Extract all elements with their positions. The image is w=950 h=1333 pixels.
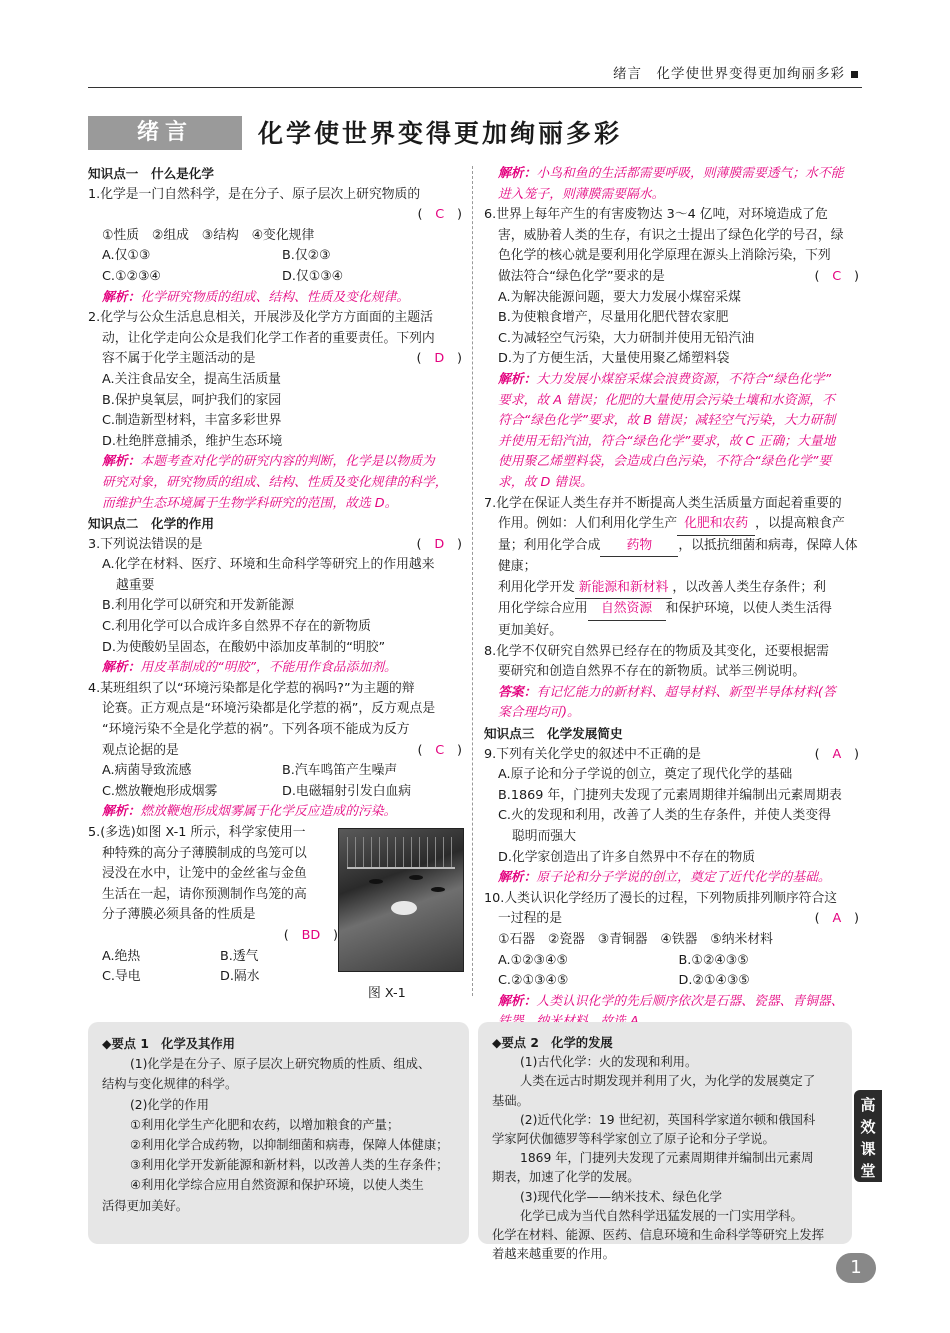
question-4: 4.某班组织了以“环境污染都是化学惹的祸吗?”为主题的辩 论赛。正方观点是“环境污染都是化学惹的祸”，反方观点是 “环境污染不全是化学惹的祸”。下列各项不能成为反方 观点论据的是 ( C ) A.病菌导致流感 B.汽车鸣笛产生噪声 C.燃放鞭炮形成烟雾 D.电磁辐射引发白血病 解析：燃放鞭炮形成烟雾属于化学反应造成的污染。 — [88, 679, 462, 823]
section-heading: 知识点一 什么是化学 — [88, 166, 214, 181]
column-divider — [472, 166, 473, 996]
right-column: 解析：小鸟和鱼的生活都需要呼吸，则薄膜需要透气；水不能 进入笼子，则薄膜需要隔水。 6.世界上每年产生的有害废物达 3～4 亿吨，对环境造成了危 害，威胁着人类的生存，有识之士提出了绿色化学的号召，绿 色化学的核心就是要利用化学原理在源头上消除污染，下列 做法符合“绿色化学”要求的是 ( C ) A.为解决能源问题，要大力发展小煤窑采煤 B.为使粮食增产，尽量用化肥代替农家肥 C.为减轻空气污染，大力研制并使用无铅汽油 D.为了方便生活，大量使用聚乙烯塑料袋 解析：大力发展小煤窑采煤会浪费资源，不符合“绿色化学” 要求，故 A 错误；化肥的大量使用会污染土壤和水资源，不 符合“绿色化学”要求，故 B 错误；减轻空气污染，大力研制 并使用无铅汽油，符合“绿色化学”要求，故 C 正确；大量地 使用聚乙烯塑料袋，会造成白色污染，不符合“绿色化学”要 求，故 D 错误。 7.化学在保证人类生存并不断提高人类生活质量方面起着重要的 作用。例如：人们利用化学生产 化肥和农药 ，以提高粮食产 量；利用化学合成 药物 ，以抵抗细菌和病毒，保障人体健康； 利用化学开发 新能源和新材料 ，以改善人类生存条件；利 用化学综合应用 自然资源 和保护环境，以使人类生活得 更加美好。 8.化学不仅研究自然界已经存在的物质及其变化，还要根据需 要研究和创造自然界不存在的新物质。试举三例说明。 答案：有记忆能力的新材料、超导材料、新型半导体材料(答 案合理均可)。 知识点三 化学发展简史 9.下列有关化学史的叙述中不正确的是 ( A ) A.原子论和分子学说的创立，奠定了现代化学的基础 B.1869 年，门捷列夫发现了元素周期律并编制出元素周期表 C.火的发现和利用，改善了人类的生存条件，并使人类变得 聪明而强大 D.化学家创造出了许多自然界中不存在的物质 解析：原子论和分子学说的创立，奠定了近代化学的基础。 10.人类认识化学经历了漫长的过程，下列物质排列顺序符合这 一过程的是 ( A ) ①石器 ②瓷器 ③青铜器 ④铁器 ⑤纳米材料 A.①②③④⑤ B.①②④③⑤ C.②①③④⑤ D.②①④③⑤ 解析：人类认识化学的先后顺序依次是石器、瓷器、青铜器、 — [484, 164, 859, 1033]
page-title: 化学使世界变得更加绚丽多彩 — [258, 119, 623, 148]
answer: 答案：有记忆能力的新材料、超导材料、新型半导体材料(答 — [498, 684, 836, 700]
fish-icon — [369, 879, 383, 884]
fill-blank: 化肥和农药 — [677, 514, 755, 536]
explanation: 解析：小鸟和鱼的生活都需要呼吸，则薄膜需要透气；水不能 — [498, 166, 844, 181]
explanation: 解析：原子论和分子学说的创立，奠定了近代化学的基础。 — [498, 870, 831, 886]
section-heading: 知识点二 化学的作用 — [88, 516, 214, 532]
key-point-2-box: ◆要点 2 化学的发展 (1)古代化学：火的发现和利用。 人类在远古时期发现并利用了火，为化学的发展奠定了 基础。 (2)近代化学：19 世纪初，英国科学家道尔顿和俄国科 学家阿伏伽德罗等科学家创立了原子论和分子学说。 1869 年，门捷列夫发现了元素周期律并编制出元素周 期表，加速了化学的发展。 (3)现代化学——纳米技术、绿色化学 化学已成为当代自然科学迅猛发展的一门实用学科。 化学在材料、能源、医药、信息环境和生命科学等研究上发挥 着越来越重要的作用。 — [478, 1022, 852, 1244]
fill-blank: 自然资源 — [588, 599, 666, 621]
square-bullet-icon — [851, 71, 858, 78]
page-header — [0, 40, 950, 92]
running-title: 绪言 化学使世界变得更加绚丽多彩 — [613, 62, 858, 82]
chapter-label: 绪言 — [88, 116, 242, 150]
question-10: 10.人类认识化学经历了漫长的过程，下列物质排列顺序符合这 一过程的是 ( A ) ①石器 ②瓷器 ③青铜器 ④铁器 ⑤纳米材料 A.①②③④⑤ B.①②④③⑤ C.②①③④⑤ D.②①④③⑤ 解析：人类认识化学的先后顺序依次是石器、瓷器、青铜器、 — [484, 889, 859, 1033]
left-column — [88, 164, 462, 1001]
header-rule — [88, 87, 862, 88]
section-heading: 知识点三 化学发展简史 — [484, 726, 623, 742]
fish-icon — [431, 887, 445, 892]
explanation: 解析：大力发展小煤窑采煤会浪费资源，不符合“绿色化学” — [498, 371, 832, 387]
page-number: 1 — [836, 1253, 876, 1283]
question-5: 5.(多选)如图 X-1 所示，科学家使用一 种特殊的高分子薄膜制成的鸟笼可以 浸没在水中，让笼中的金丝雀与金鱼 生活在一起，请你预测制作鸟笼的高 分子薄膜必须具备的性质是 ( BD ) A.绝热 B.透气 C.导电 D.隔水 — [88, 825, 338, 985]
question-6: 6.世界上每年产生的有害废物达 3～4 亿吨，对环境造成了危 害，威胁着人类的生存，有识之士提出了绿色化学的号召，绿 色化学的核心就是要利用化学原理在源头上消除污染，下列 做法符合“绿色化学”要求的是 ( C ) A.为解决能源问题，要大力发展小煤窑采煤 B.为使粮食增产，尽量用化肥代替农家肥 C.为减轻空气污染，大力研制并使用无铅汽油 D.为了方便生活，大量使用聚乙烯塑料袋 解析：大力发展小煤窑采煤会浪费资源，不符合“绿色化学” 要求，故 A 错误；化肥的大量使用会污染土壤和水资源，不 符合“绿色化学”要求，故 B 错误；减轻空气污染，大力研制 并使用无铅汽油，符合“绿色化学”要求，故 C 正确；大量地 使用聚乙烯塑料袋，会造成白色污染，不符合“绿色化学”要 求，故 D 错误。 — [484, 207, 859, 490]
bird-icon — [391, 901, 417, 915]
explanation: 解析：用皮革制成的“明胶”，不能用作食品添加剂。 — [102, 660, 397, 676]
question-9: 9.下列有关化学史的叙述中不正确的是 ( A ) A.原子论和分子学说的创立，奠定了现代化学的基础 B.1869 年，门捷列夫发现了元素周期律并编制出元素周期表 C.火的发现和利用，改善了人类的生存条件，并使人类变得 聪明而强大 D.化学家创造出了许多自然界中不存在的物质 解析：原子论和分子学说的创立，奠定了近代化学的基础。 — [484, 745, 859, 889]
explanation: 解析：人类认识化学的先后顺序依次是石器、瓷器、青铜器、 — [498, 993, 844, 1009]
fill-blank: 药物 — [600, 536, 678, 558]
explanation: 解析：化学研究物质的组成、结构、性质及变化规律。 — [102, 289, 410, 305]
question-3: 3.下列说法错误的是 ( D ) A.化学在材料、医疗、环境和生命科学等研究上的作用越来 越重要 B.利用化学可以研究和开发新能源 C.利用化学可以合成许多自然界不存在的新物质 D.为使酸奶呈固态，在酸奶中添加皮革制的“明胶” 解析：用皮革制成的“明胶”，不能用作食品添加剂。 — [88, 535, 462, 679]
key-point-1-box: ◆要点 1 化学及其作用 (1)化学是在分子、原子层次上研究物质的性质、组成、 结构与变化规律的科学。 (2)化学的作用 ①利用化学生产化肥和农药，以增加粮食的产量； ②利用化学合成药物，以抑制细菌和病毒，保障人体健康； ③利用化学开发新能源和新材料，以改善人类的生存条件； ④利用化学综合应用自然资源和保护环境，以使人类生 活得更加美好。 — [88, 1022, 469, 1244]
question-2: 2.化学与公众生活息息相关，开展涉及化学方方面面的主题活 动，让化学走向公众是我们化学工作者的重要责任。下列内 容不属于化学主题活动的是 ( D ) A.关注食品安全，提高生活质量 B.保护臭氧层，呵护我们的家园 C.制造新型材料，丰富多彩世界 D.杜绝胖意捕杀，维护生态环境 解析：本题考查对化学的研究内容的判断，化学是以物质为 研究对象，研究物质的组成、结构、性质及变化规律的科学， 而维护生态环境属于生物学科研究的范围，故选 D。 — [88, 310, 462, 511]
explanation: 解析：燃放鞭炮形成烟雾属于化学反应造成的污染。 — [102, 804, 397, 820]
cage-icon — [347, 837, 455, 869]
fish-icon — [409, 875, 423, 880]
side-tab: 高 效 课 堂 — [854, 1090, 882, 1182]
question-1: 1.化学是一门自然科学，是在分子、原子层次上研究物质的 ( C ) ①性质 ②组成 ③结构 ④变化规律 A.仅①③ B.仅②③ C.①②③④ D.仅①③④ 解析：化学研究物质的组成、结构、性质及变化规律。 — [88, 185, 462, 309]
answer: C — [435, 207, 445, 223]
figure-caption: 图 X-1 — [368, 986, 406, 1001]
question-8: 8.化学不仅研究自然界已经存在的物质及其变化，还要根据需 要研究和创造自然界不存在的新物质。试举三例说明。 答案：有记忆能力的新材料、超导材料、新型半导体材料(答 案合理均可)。 — [484, 642, 859, 724]
question-7: 7.化学在保证人类生存并不断提高人类生活质量方面起着重要的 作用。例如：人们利用化学生产 化肥和农药 ，以提高粮食产 量；利用化学合成 药物 ，以抵抗细菌和病毒，保障人体健康； 利用化学开发 新能源和新材料 ，以改善人类生存条件；利 用化学综合应用 自然资源 和保护环境，以使人类生活得 更加美好。 — [484, 495, 858, 639]
explanation: 解析：本题考查对化学的研究内容的判断，化学是以物质为 — [102, 454, 435, 470]
fill-blank: 新能源和新材料 — [575, 578, 673, 600]
figure-birdcage-photo — [338, 828, 464, 972]
